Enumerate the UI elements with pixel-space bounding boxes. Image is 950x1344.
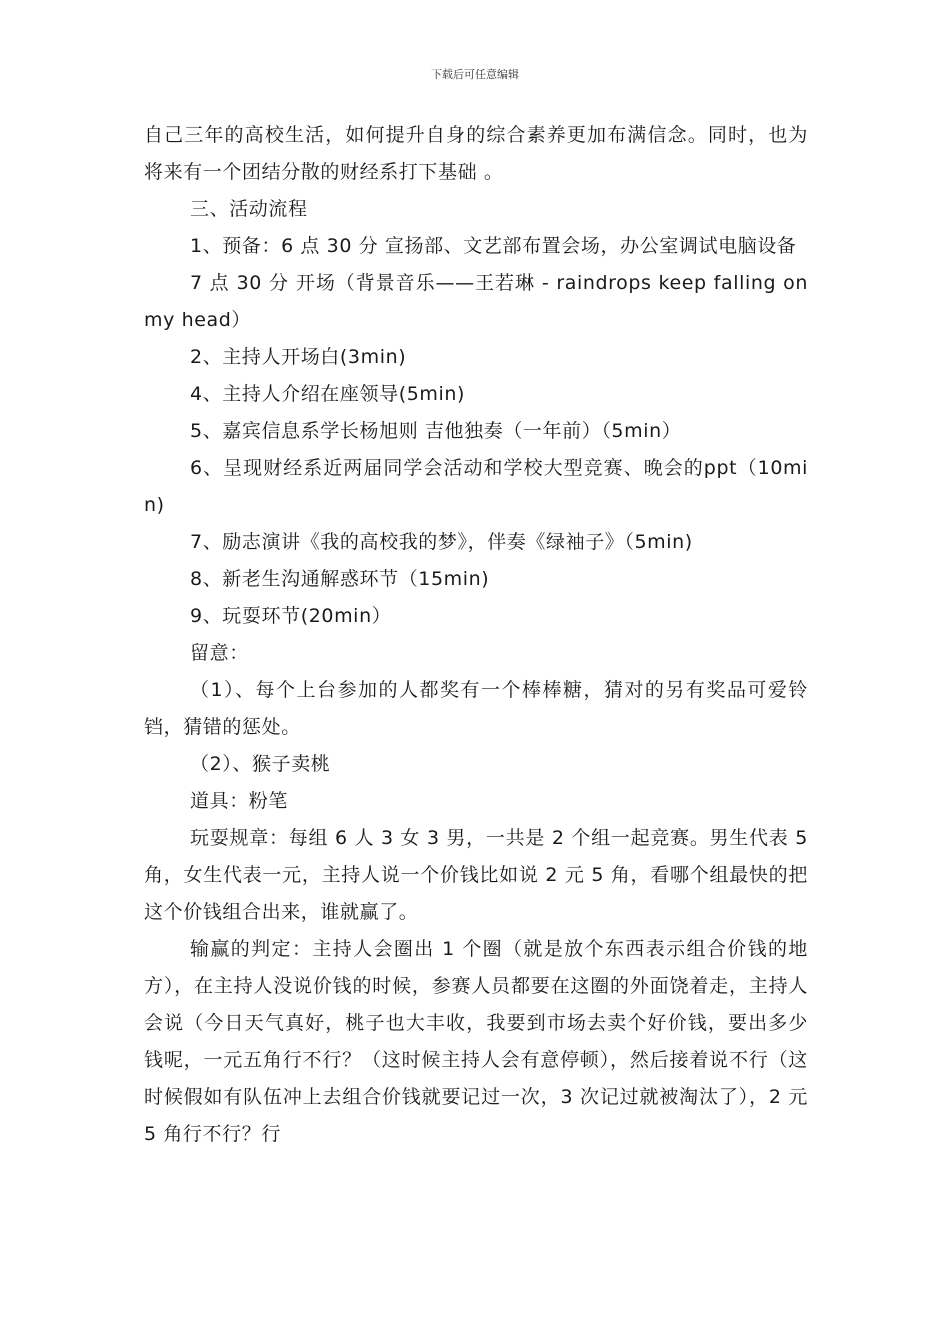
paragraph: 9、玩耍环节(20min） <box>190 605 392 627</box>
paragraph: 输赢的判定：主持人会圈出 1 个圈（就是放个东西表示组合价钱的地方），在主持人没说价钱的时候，参赛人员都要在这圈的外面饶着走，主持人会说（今日天气真好，桃子也大丰收，我要到市场去卖个好价钱，要出多少钱呢，一元五角行不行？（这时候主持人会有意停顿），然后接着说不行（这时候假如有队伍冲上去组合价钱就要记过一次，3 次记过就被淘汰了），2 元 5 角行不行？行 <box>144 938 808 1145</box>
paragraph: 留意： <box>190 642 249 664</box>
section-heading: 三、活动流程 <box>190 198 308 220</box>
paragraph: 7、励志演讲《我的高校我的梦》，伴奏《绿袖子》（5min) <box>190 531 693 553</box>
paragraph: 自己三年的高校生活，如何提升自身的综合素养更加布满信念。同时，也为将来有一个团结分散的财经系打下基础 。 <box>144 124 808 183</box>
paragraph: 道具：粉笔 <box>190 790 289 812</box>
paragraph: 2、主持人开场白(3min) <box>190 346 407 368</box>
page-header-note: 下载后可任意编辑 <box>431 68 519 81</box>
paragraph: 玩耍规章：每组 6 人 3 女 3 男，一共是 2 个组一起竞赛。男生代表 5 角，女生代表一元，主持人说一个价钱比如说 2 元 5 角，看哪个组最快的把这个价钱组合出来，谁就赢了。 <box>144 827 808 923</box>
paragraph: （1）、每个上台参加的人都奖有一个棒棒糖，猜对的另有奖品可爱铃铛，猜错的惩处。 <box>144 679 808 738</box>
paragraph: 7 点 30 分 开场（背景音乐——王若琳 - raindrops keep falling on my head） <box>144 272 808 331</box>
paragraph: （2）、猴子卖桃 <box>190 753 331 775</box>
document-body <box>144 117 808 1153</box>
paragraph: 6、呈现财经系近两届同学会活动和学校大型竞赛、晚会的ppt（10min) <box>144 457 808 516</box>
paragraph: 5、嘉宾信息系学长杨旭则 吉他独奏（一年前）（5min） <box>190 420 682 442</box>
paragraph: 8、新老生沟通解惑环节（15min) <box>190 568 490 590</box>
paragraph: 4、主持人介绍在座领导(5min) <box>190 383 466 405</box>
paragraph: 1、预备：6 点 30 分 宣扬部、文艺部布置会场，办公室调试电脑设备 <box>190 235 797 257</box>
